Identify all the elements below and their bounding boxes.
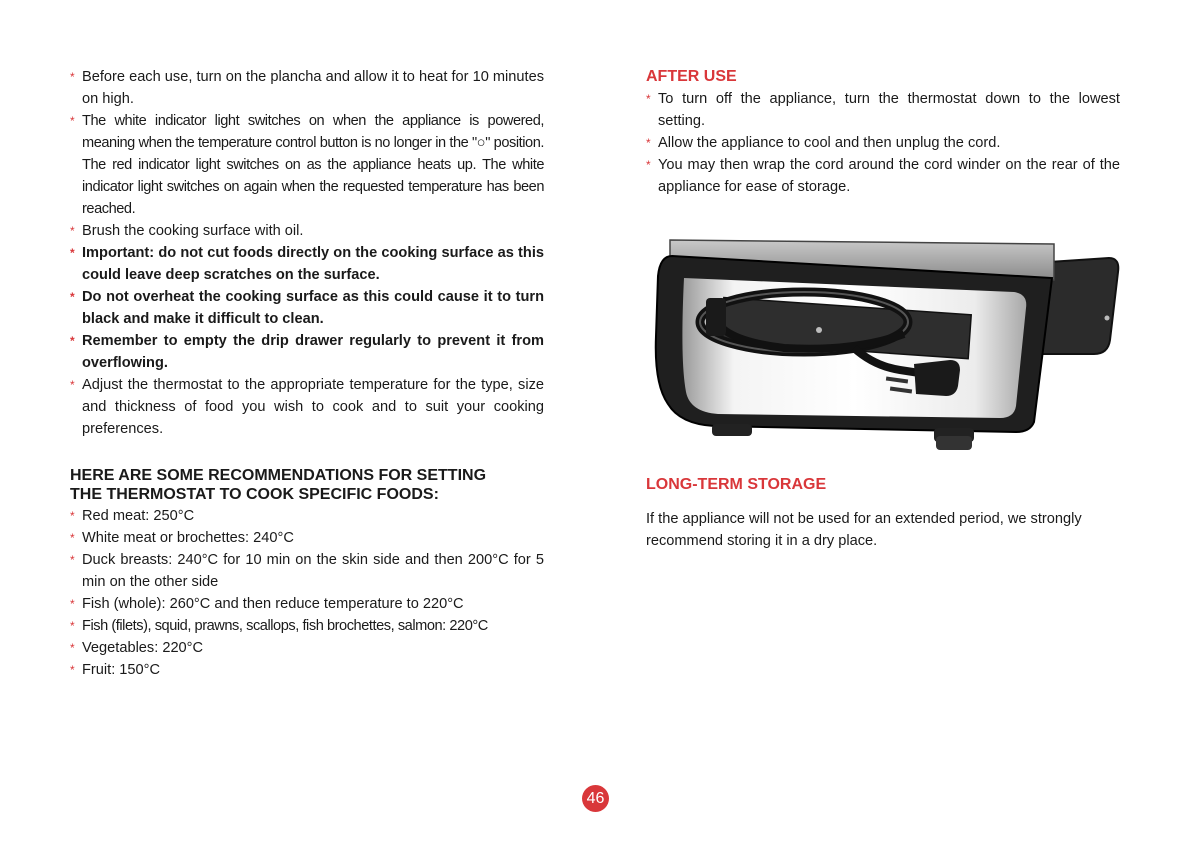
thermostat-recommendations-heading: HERE ARE SOME RECOMMENDATIONS FOR SETTING THE THERMOSTAT TO COOK SPECIFIC FOODS: [70,467,487,503]
asterisk-bullet-icon: * [70,70,75,84]
list-item: * Fish (whole): 260°C and then reduce temperature to 220°C [70,593,544,615]
list-item: * Brush the cooking surface with oil. [70,220,544,242]
list-item: * Fruit: 150°C [70,659,544,681]
list-item: * To turn off the appliance, turn the thermostat down to the lowest setting. [646,88,1120,132]
asterisk-bullet-icon: * [70,290,75,304]
plancha-cord-storage-illustration [654,236,1120,454]
long-term-storage-title: LONG-TERM STORAGE [646,476,827,493]
long-term-storage-text: If the appliance will not be used for an extended period, we strongly recommend storing it in a dry place. [646,511,1082,549]
asterisk-bullet-icon: * [70,619,75,633]
list-item: * The white indicator light switches on when the appliance is powered, meaning when the temperature control button is no longer in the "○" position. The red indicator light switches on as the appliance heats up. The white indicator light switches on again when the requested temperature has been reached. [70,110,544,220]
asterisk-bullet-icon: * [70,224,75,238]
asterisk-bullet-icon: * [70,553,75,567]
asterisk-bullet-icon: * [646,136,651,150]
usage-tips-list [70,66,544,440]
after-use-list [646,88,1120,198]
asterisk-bullet-icon: * [646,158,651,172]
list-item: * Do not overheat the cooking surface as this could cause it to turn black and make it difficult to clean. [70,286,544,330]
asterisk-bullet-icon: * [70,114,75,128]
list-item: * Important: do not cut foods directly on the cooking surface as this could leave deep scratches on the surface. [70,242,544,286]
list-item: * Before each use, turn on the plancha and allow it to heat for 10 minutes on high. [70,66,544,110]
after-use-title: AFTER USE [646,68,737,85]
asterisk-bullet-icon: * [70,663,75,677]
right-column [646,66,1120,198]
page-number-badge: 46 [582,785,609,812]
list-item: * You may then wrap the cord around the cord winder on the rear of the appliance for ease of storage. [646,154,1120,198]
asterisk-bullet-icon: * [70,378,75,392]
list-item: * Adjust the thermostat to the appropriate temperature for the type, size and thickness of food you wish to cook and to suit your cooking preferences. [70,374,544,440]
asterisk-bullet-icon: * [70,641,75,655]
asterisk-bullet-icon: * [70,531,75,545]
list-item: * Red meat: 250°C [70,505,544,527]
list-item: * Fish (filets), squid, prawns, scallops, fish brochettes, salmon: 220°C [70,615,544,637]
list-item: * Allow the appliance to cool and then unplug the cord. [646,132,1120,154]
list-item: * Remember to empty the drip drawer regularly to prevent it from overflowing. [70,330,544,374]
left-column [70,66,544,681]
asterisk-bullet-icon: * [70,509,75,523]
asterisk-bullet-icon: * [70,334,75,348]
asterisk-bullet-icon: * [70,597,75,611]
asterisk-bullet-icon: * [646,92,651,106]
list-item: * White meat or brochettes: 240°C [70,527,544,549]
list-item: * Duck breasts: 240°C for 10 min on the skin side and then 200°C for 5 min on the other side [70,549,544,593]
list-item: * Vegetables: 220°C [70,637,544,659]
long-term-storage-section [646,474,1126,552]
asterisk-bullet-icon: * [70,246,75,260]
food-temperature-list [70,505,544,681]
